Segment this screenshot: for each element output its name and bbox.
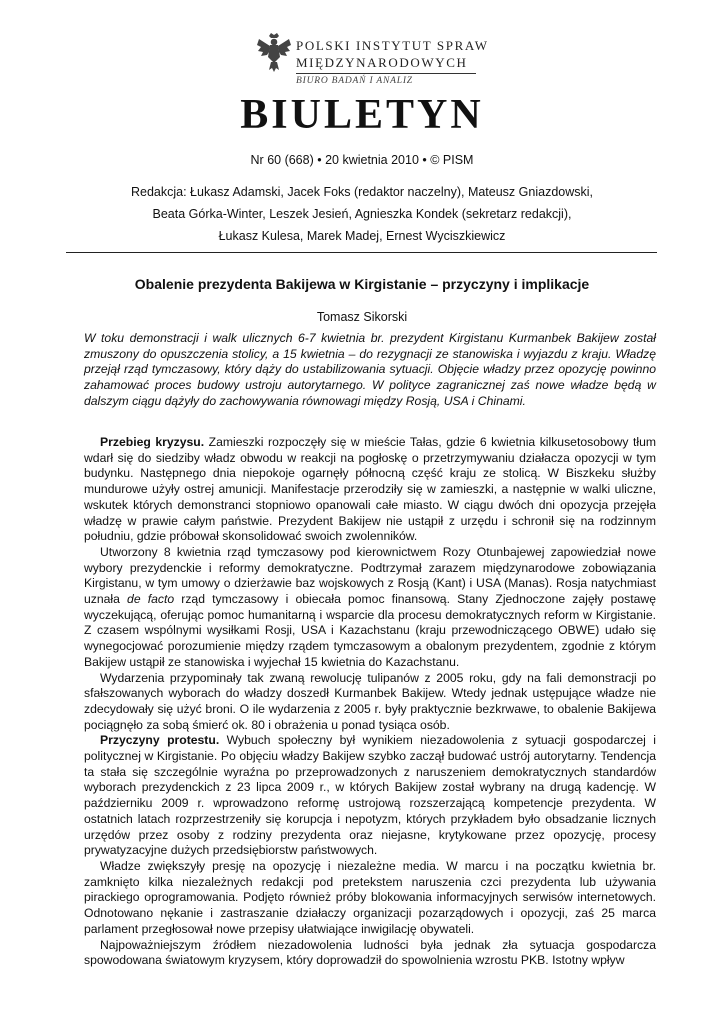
institute-logo xyxy=(256,33,489,93)
issue-line: Nr 60 (668) • 20 kwietnia 2010 • © PISM xyxy=(250,153,474,167)
article-body xyxy=(84,435,656,969)
body-paragraph xyxy=(84,545,656,671)
editorial-board xyxy=(0,181,724,247)
paragraph-text: Utworzony 8 kwietnia rząd tymczasowy pod kierownictwem Rozy Otunbajewej zapowiedział nowe wybory prezydenckie i reformy demokratyczne. Podtrzymał zarazem międzynarodowe zobowiązania Kirgistanu, w tym umowy o dzierżawie baz wojskowych z Rosją (Kant) i USA (Manas). Rosja natychmiast uznała xyxy=(84,544,656,607)
section-heading: Przyczyny protestu. xyxy=(100,733,220,748)
paragraph-text: Zamieszki rozpoczęły się w mieście Tałas, gdzie 6 kwietnia kilkusetosobowy tłum wdarł się do siedziby władz obwodu w reakcji na pogłoskę o przetrzymywaniu działacza opozycji w tym budynku. Następnego dnia niepokoje ogarnęły północną część kraju ze stolicą. W Biszkeku służby mundurowe użyły ostrej amunicji. Manifestacje przerodziły się w zamieszki, a następnie w walki uliczne, wskutek których demonstranci stopniowo opanowali całe miasto. W ciągu dwóch dni opozycja przejęła władzę w prawie całym państwie. Prezydent Bakijew nie ustąpił z urzędu i schronił się na rodzinnym południu, gdzie próbował skonsolidować swoich zwolenników. xyxy=(84,435,656,544)
paragraph-text: rząd tymczasowy i obiecała pomoc finansową. Stany Zjednoczone zajęły postawę wyczekującą, oferując pomoc humanitarną i wsparcie dla procesu demokratycznych reform w Kirgistanie. Z czasem wspólnymi wysiłkami Rosji, USA i Kazachstanu (kraju przewodniczącego OBWE) udało się wynegocjować porozumienie między rządem tymczasowym a obalonym prezydentem, zgodnie z którym Bakijew ustąpił ze stanowiska i wyjechał 15 kwietnia do Kazachstanu. xyxy=(84,592,656,669)
article-abstract: W toku demonstracji i walk ulicznych 6-7 kwietnia br. prezydent Kirgistanu Kurmanbek Bakijew został zmuszony do opuszczenia stolicy, a 15 kwietnia – do rezygnacji ze stanowiska i wyjazdu z kraju. Władzę przejął rząd tymczasowy, który dąży do ustabilizowania sytuacji. Objęcie władzy przez opozycję powinno zahamować proces budowy ustroju autorytarnego. W polityce zagranicznej zaś nowe władze będą w dalszym ciągu dążyły do zachowywania równowagi między Rosją, USA i Chinami. xyxy=(84,331,656,408)
body-paragraph: Władze zwiększyły presję na opozycję i niezależne media. W marcu i na początku kwietnia br. zamknięto kilka niezależnych redakcji pod pretekstem naruszenia czci prezydenta lub używania pirackiego oprogramowania. Podjęto również próby blokowania informacyjnych serwisów internetowych. Odnotowano nękanie i zastraszanie działaczy organizacji pozarządowych i opozycji, zaś 25 marca parlament przegłosował nowe przepisy ułatwiające inwigilację obywateli. xyxy=(84,858,656,936)
paragraph-text: Wybuch społeczny był wynikiem niezadowolenia z sytuacji gospodarczej i politycznej w Kirgistanie. Po objęciu władzy Bakijew szybko zaczął budować ustrój autorytarny. Tendencja ta stała się szczególnie wyraźna po przeprowadzonych z naruszeniem demokratycznych standardów wyborach prezydenckich z 23 lipca 2009 r., w których Bakijew został wybrany na drugą kadencję. W październiku 2009 r. wprowadzono reformę ustrojową rozszerzającą kompetencje prezydenta. W ostatnich latach rozprzestrzeniły się korupcja i nepotyzm, których przykładem było obsadzanie licznych urzędów przez osoby z rodziny prezydenta oraz niejasne, krytykowane przez opozycję, procesy prywatyzacyjne dużych przedsiębiorstw państwowych. xyxy=(84,733,656,858)
institute-name-line1: POLSKI INSTYTUT SPRAW xyxy=(296,38,489,53)
masthead-title: BIULETYN xyxy=(240,92,484,138)
body-paragraph xyxy=(84,435,656,545)
bureau-name: BIURO BADAŃ I ANALIZ xyxy=(296,76,413,86)
article-title: Obalenie prezydenta Bakijewa w Kirgistanie – przyczyny i implikacje xyxy=(134,276,590,292)
header-divider xyxy=(66,252,657,253)
institute-name-line2: MIĘDZYNARODOWYCH xyxy=(296,55,468,70)
logo-divider xyxy=(296,73,476,74)
editorial-line: Beata Górka-Winter, Leszek Jesień, Agnieszka Kondek (sekretarz redakcji), xyxy=(152,207,572,221)
section-heading: Przebieg kryzysu. xyxy=(100,435,205,449)
eagle-emblem-icon xyxy=(256,33,292,73)
body-paragraph: Najpoważniejszym źródłem niezadowolenia ludności była jednak zła sytuacja gospodarcza spowodowana światowym kryzysem, który doprowadził do spowolnienia wzrostu PKB. Istotny wpływ xyxy=(84,937,656,968)
body-paragraph: Wydarzenia przypominały tak zwaną rewolucję tulipanów z 2005 roku, gdy na fali demonstracji po sfałszowanych wyborach do władzy doszedł Kurmanbek Bakijew. Wtedy jednak ustępujące władze nie zdecydowały się użyć broni. O ile wydarzenia z 2005 r. były praktycznie bezkrwawe, to obalenie Bakijewa pociągnęło za sobą śmierć ok. 80 i obrażenia u ponad tysiąca osób. xyxy=(84,670,656,732)
editorial-line: Redakcja: Łukasz Adamski, Jacek Foks (redaktor naczelny), Mateusz Gniazdowski, xyxy=(131,185,593,199)
article-author: Tomasz Sikorski xyxy=(316,310,408,324)
body-paragraph xyxy=(84,733,656,859)
editorial-line: Łukasz Kulesa, Marek Madej, Ernest Wyciszkiewicz xyxy=(218,229,506,243)
italic-phrase: de facto xyxy=(127,592,175,607)
